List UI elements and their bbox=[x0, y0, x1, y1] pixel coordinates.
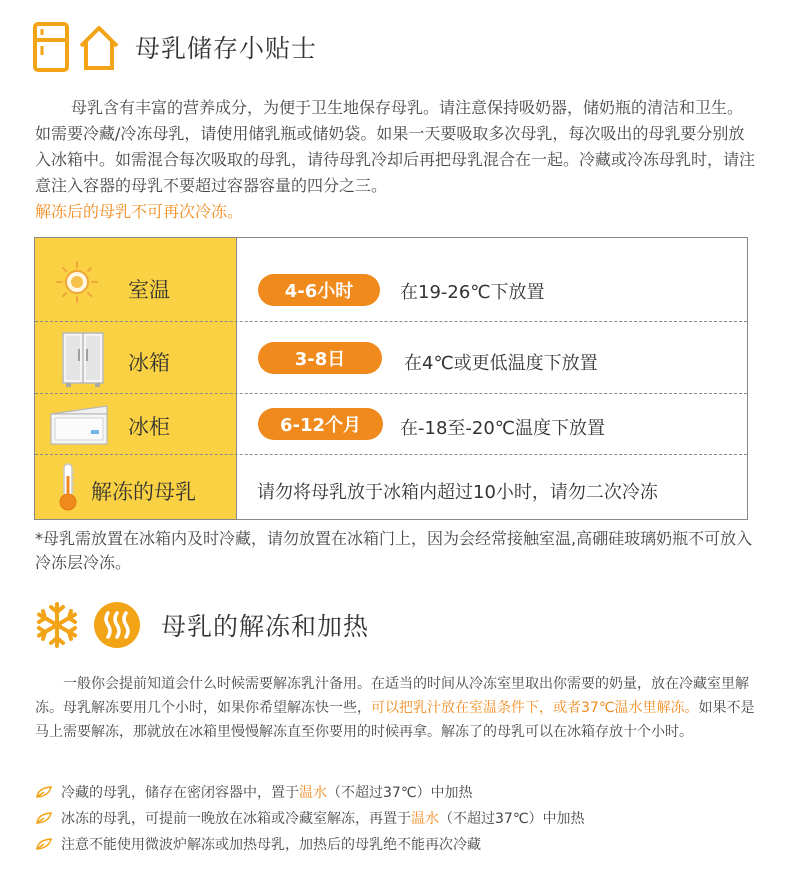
thawing-highlight: 可以把乳汁放在室温条件下，或者37℃温水里解冻。 bbox=[371, 700, 699, 716]
leaf-icon bbox=[35, 837, 55, 851]
leaf-icon bbox=[35, 785, 55, 799]
row-description: 在19-26℃下放置 bbox=[400, 282, 545, 303]
thawing-text: 一般你会提前知道会什么时候需要解冻乳汁备用。在适当的时间从冷冻室里取出你需要的奶量，放在冷藏室里解冻。母乳解冻要用几个小时，如果你希望解冻快一些， bbox=[35, 676, 749, 716]
row-description: 请勿将母乳放于冰箱内超过10小时，请勿二次冷冻 bbox=[257, 482, 658, 503]
snowflake-icon bbox=[33, 601, 81, 649]
row-label: 室温 bbox=[128, 278, 170, 302]
sun-icon bbox=[55, 260, 99, 304]
section2-header bbox=[33, 598, 369, 652]
section2-title: 母乳的解冻和加热 bbox=[161, 612, 370, 641]
table-row bbox=[35, 321, 747, 393]
list-item bbox=[35, 779, 755, 805]
tip-highlight: 温水 bbox=[411, 811, 439, 827]
tip-highlight: 温水 bbox=[299, 785, 327, 801]
list-item bbox=[35, 805, 755, 831]
duration-badge: 4-6小时 bbox=[258, 274, 380, 306]
tip-text: 注意不能使用微波炉解冻或加热母乳，加热后的母乳绝不能再次冷藏 bbox=[61, 837, 481, 853]
heating-tips bbox=[35, 779, 755, 857]
duration-badge: 6-12个月 bbox=[258, 408, 383, 440]
table-row bbox=[35, 393, 747, 454]
table-row bbox=[35, 238, 747, 321]
leaf-icon bbox=[35, 811, 55, 825]
table-row bbox=[35, 454, 747, 519]
house-icon bbox=[77, 22, 121, 72]
row-label: 解冻的母乳 bbox=[91, 480, 196, 504]
thaw-warning: 解冻后的母乳不可再次冷冻。 bbox=[35, 202, 244, 221]
row-description: 在4℃或更低温度下放置 bbox=[404, 353, 598, 374]
footnote: *母乳需放置在冰箱内及时冷藏，请勿放置在冰箱门上，因为会经常接触室温,高硼硅玻璃奶瓶不可放入冷冻层冷冻。 bbox=[35, 529, 753, 572]
fridge-icon bbox=[33, 22, 69, 72]
thawing-paragraph bbox=[35, 672, 755, 744]
row-label: 冰柜 bbox=[128, 415, 170, 439]
tip-text: 冷藏的母乳，储存在密闭容器中，置于 bbox=[61, 785, 299, 801]
refrigerator-icon bbox=[61, 331, 105, 389]
intro-text bbox=[35, 95, 755, 225]
storage-table bbox=[34, 237, 748, 520]
heating-icon bbox=[93, 601, 141, 649]
thawing-text-cont: 如果不是马上需要解冻，那就放在冰箱里慢慢解冻直至你要用的时候再拿。解冻了的母乳可以在冰箱存放十个小时。 bbox=[35, 700, 755, 740]
section1-header bbox=[33, 20, 317, 74]
chest-freezer-icon bbox=[47, 400, 111, 448]
thermometer-icon bbox=[57, 462, 79, 512]
tip-text-cont: （不超过37℃）中加热 bbox=[327, 785, 473, 801]
intro-paragraph: 母乳含有丰富的营养成分，为便于卫生地保存母乳。请注意保持吸奶器，储奶瓶的清洁和卫生。如需要冷藏/冷冻母乳，请使用储乳瓶或储奶袋。如果一天要吸取多次母乳，每次吸出的母乳要分别放入冰箱中。如需混合每次吸取的母乳，请待母乳冷却后再把母乳混合在一起。冷藏或冷冻母乳时，请注意注入容器的母乳不要超过容器容量的四分之三。 bbox=[35, 98, 756, 195]
row-label: 冰箱 bbox=[128, 351, 170, 375]
row-description: 在-18至-20℃温度下放置 bbox=[400, 418, 606, 439]
section1-title: 母乳储存小贴士 bbox=[135, 34, 318, 63]
tip-text-cont: （不超过37℃）中加热 bbox=[439, 811, 585, 827]
duration-badge: 3-8日 bbox=[258, 342, 382, 374]
list-item bbox=[35, 831, 755, 857]
tip-text: 冰冻的母乳，可提前一晚放在冰箱或冷藏室解冻，再置于 bbox=[61, 811, 411, 827]
